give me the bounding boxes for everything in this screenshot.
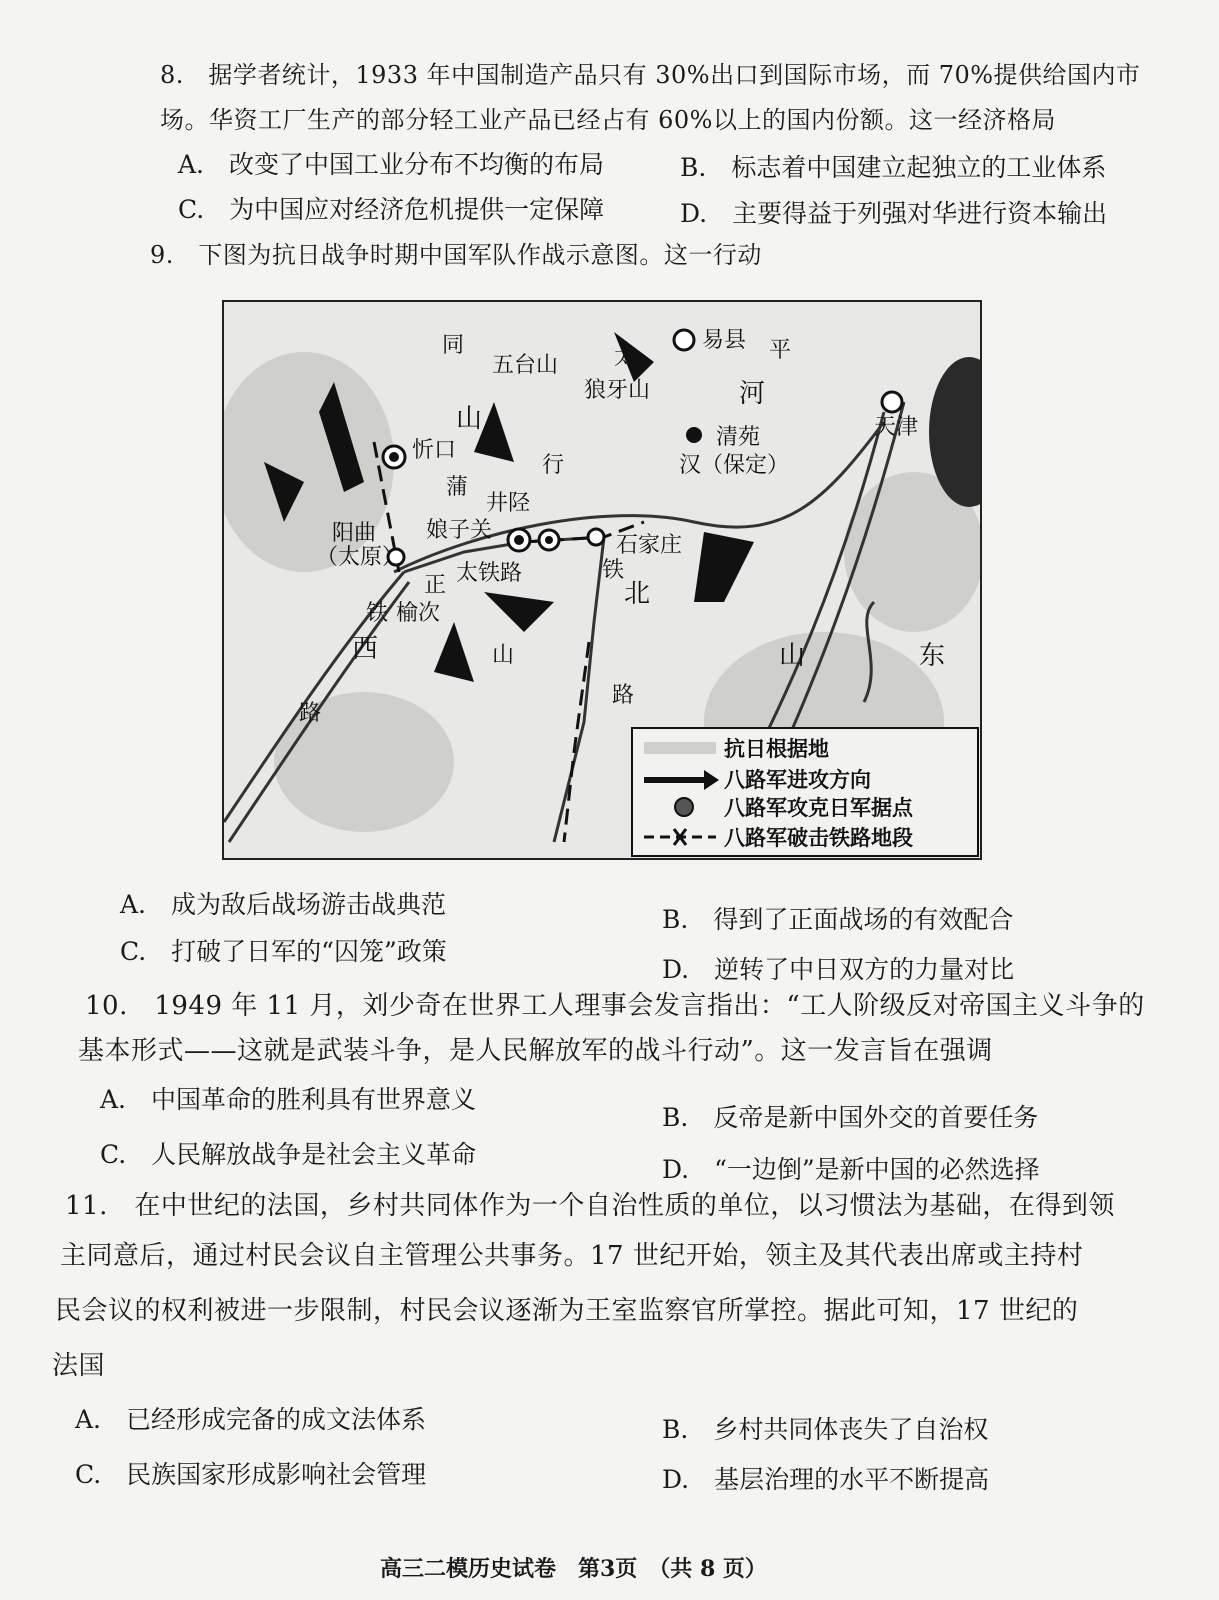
war-map-svg [224,302,980,858]
legend-base: 抗日根据地 [724,737,829,761]
q11-stem-line3: 民会议的权利被进一步限制，村民会议逐渐为王室监察官所掌控。据此可知，17 世纪的 [55,1296,1079,1326]
label-tie2: 铁 [366,601,389,626]
label-yangqu: 阳曲 [332,521,377,546]
label-baoding: 汉（保定） [679,453,790,478]
label-lu2: 路 [612,683,635,708]
q11-option-c: C. 民族国家形成影响社会管理 [75,1460,427,1489]
stronghold-marker [588,529,604,545]
label-yixian: 易县 [702,328,747,353]
label-tong: 同 [442,333,465,358]
q10-option-c: C. 人民解放战争是社会主义革命 [100,1140,477,1169]
broken-railway-section [564,642,589,842]
q10-option-d: D. “一边倒”是新中国的必然选择 [662,1155,1040,1184]
label-langyashan: 狼牙山 [584,378,651,403]
legend-captured: 八路军攻克日军据点 [724,796,913,820]
stronghold-marker [882,392,902,412]
q8-option-b: B. 标志着中国建立起独立的工业体系 [680,153,1107,182]
label-bei: 北 [624,579,651,609]
stronghold-marker [674,330,694,350]
q8-option-c: C. 为中国应对经济危机提供一定保障 [178,195,605,224]
stronghold-marker [686,427,702,443]
label-qingyuan: 清苑 [716,425,761,450]
label-shan1: 山 [456,404,483,434]
label-xing: 行 [542,453,565,478]
legend-railway: 八路军破击铁路地段 [724,826,913,850]
q10-option-b: B. 反帝是新中国外交的首要任务 [662,1103,1039,1132]
label-taiyuan: （太原） [316,545,405,570]
page-footer: 高三二模历史试卷 第3页 （共 8 页） [380,1556,767,1582]
label-jinglu: 井陉 [486,491,531,516]
label-tianjin: 天津 [874,415,919,440]
q11-stem-line2: 主同意后，通过村民会议自主管理公共事务。17 世纪开始，领主及其代表出席或主持村 [60,1241,1084,1271]
label-yuci: 榆次 [396,601,441,626]
stronghold-marker [545,536,553,544]
label-xi: 西 [352,634,379,664]
label-shijiazhuang: 石家庄 [616,533,683,558]
q11-option-a: A. 已经形成完备的成文法体系 [75,1405,427,1434]
label-he: 河 [739,379,766,409]
q10-stem-line1: 10. 1949 年 11 月，刘少奇在世界工人理事会发言指出：“工人阶级反对帝国主义斗争的 [85,991,1145,1021]
q9-option-a: A. 成为敌后战场游击战典范 [120,890,447,919]
map-legend [632,728,978,856]
label-tie1: 铁 [602,558,625,583]
q9-stem: 9. 下图为抗日战争时期中国军队作战示意图。这一行动 [150,241,762,269]
q8-stem-line2: 场。华资工厂生产的部分轻工业产品已经占有 60%以上的国内份额。这一经济格局 [160,106,1056,134]
q11-stem-line4: 法国 [52,1351,106,1381]
q8-stem-line1: 8. 据学者统计，1933 年中国制造产品只有 30%出口到国际市场，而 70%提供给国内市 [160,61,1141,89]
q10-stem-line2: 基本形式——这就是武装斗争，是人民解放军的战斗行动”。这一发言旨在强调 [78,1036,993,1066]
label-lu1: 路 [299,701,322,726]
attack-arrow [694,532,754,602]
legend-base-swatch [644,742,716,754]
q8-option-a: A. 改变了中国工业分布不均衡的布局 [178,150,605,179]
attack-arrow [484,592,554,632]
label-pu: 蒲 [446,475,469,500]
stronghold-marker [514,535,524,545]
q9-option-c: C. 打破了日军的“囚笼”政策 [120,937,447,966]
stronghold-marker [389,452,399,462]
attack-arrow [434,622,474,682]
label-xinkou: 忻口 [412,438,457,463]
q11-stem-line1: 11. 在中世纪的法国，乡村共同体作为一个自治性质的单位，以习惯法为基础，在得到领 [65,1191,1115,1221]
q11-option-d: D. 基层治理的水平不断提高 [662,1465,990,1494]
q9-option-b: B. 得到了正面战场的有效配合 [662,905,1014,934]
label-tai1: 太 [614,345,637,370]
label-ping: 平 [769,338,792,363]
war-map [222,300,982,860]
q9-option-d: D. 逆转了中日双方的力量对比 [662,955,1015,984]
q10-option-a: A. 中国革命的胜利具有世界意义 [100,1085,477,1114]
label-taitielu: 太铁路 [456,561,523,586]
q11-option-b: B. 乡村共同体丧失了自治权 [662,1415,989,1444]
label-shan3: 山 [779,641,806,671]
q8-option-d: D. 主要得益于列强对华进行资本输出 [680,199,1108,228]
label-wutaishan: 五台山 [492,353,559,378]
legend-attack: 八路军进攻方向 [724,768,871,792]
legend-stronghold-icon [675,798,693,816]
label-zheng: 正 [424,573,447,598]
railway-line [554,537,604,842]
label-niangziguan: 娘子关 [426,518,493,543]
label-shan2: 山 [492,643,515,668]
label-dong: 东 [919,641,946,671]
